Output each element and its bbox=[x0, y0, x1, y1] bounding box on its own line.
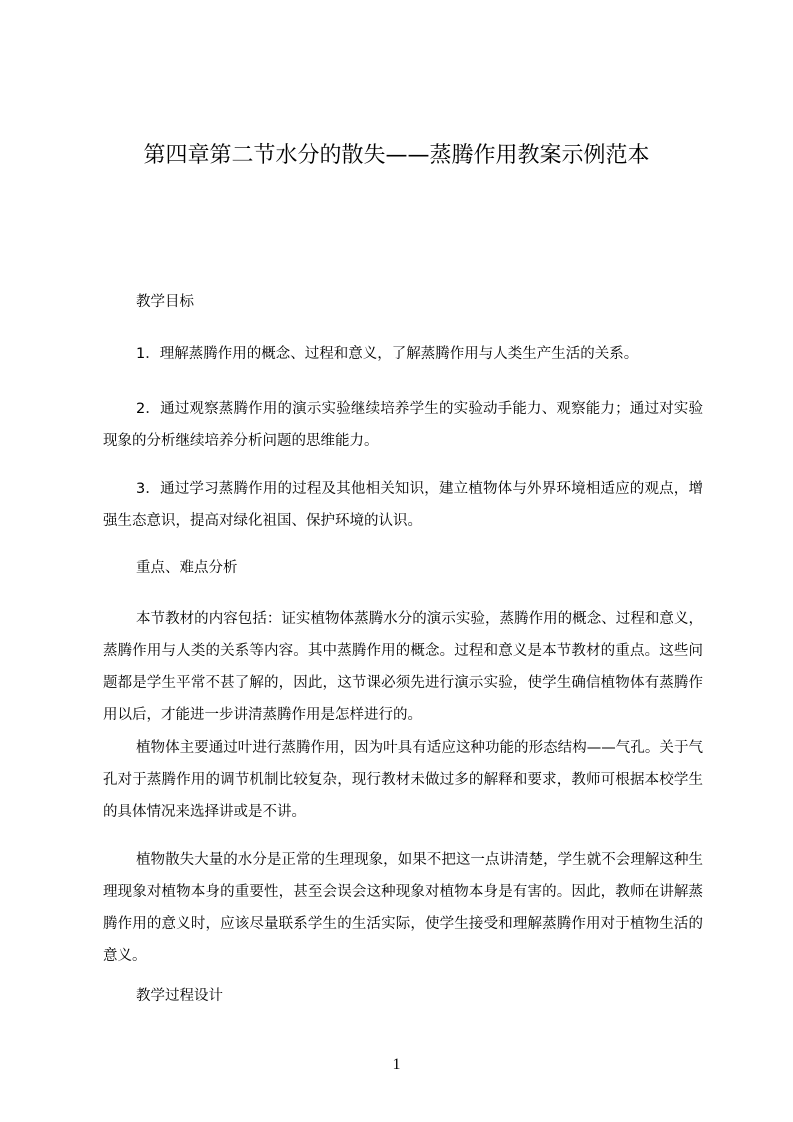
objective-1: 1．理解蒸腾作用的概念、过程和意义，了解蒸腾作用与人类生产生活的关系。 bbox=[136, 346, 639, 362]
analysis-paragraph-2: 植物体主要通过叶进行蒸腾作用，因为叶具有适应这种功能的形态结构——气孔。关于气孔对于蒸腾作用的调节机制比较复杂，现行教材未做过多的解释和要求，教师可根据本校学生的具体情况来选择讲或是不讲。 bbox=[103, 740, 703, 820]
objectives-heading: 教学目标 bbox=[136, 294, 194, 310]
page-number: 1 bbox=[392, 1056, 401, 1073]
objective-2: 2．通过观察蒸腾作用的演示实验继续培养学生的实验动手能力、观察能力；通过对实验现象的分析继续培养分析问题的思维能力。 bbox=[103, 401, 703, 449]
objective-3: 3．通过学习蒸腾作用的过程及其他相关知识，建立植物体与外界环境相适应的观点，增强生态意识，提高对绿化祖国、保护环境的认识。 bbox=[103, 481, 703, 529]
process-heading: 教学过程设计 bbox=[136, 988, 223, 1004]
document-title: 第四章第二节水分的散失——蒸腾作用教案示例范本 bbox=[143, 143, 650, 168]
analysis-paragraph-1: 本节教材的内容包括：证实植物体蒸腾水分的演示实验，蒸腾作用的概念、过程和意义，蒸腾作用与人类的关系等内容。其中蒸腾作用的概念。过程和意义是本节教材的重点。这些问题都是学生平常不甚了解的，因此，这节课必须先进行演示实验，使学生确信植物体有蒸腾作用以后，才能进一步讲清蒸腾作用是怎样进行的。 bbox=[103, 611, 703, 723]
analysis-paragraph-3: 植物散失大量的水分是正常的生理现象，如果不把这一点讲清楚，学生就不会理解这种生理现象对植物本身的重要性，甚至会误会这种现象对植物本身是有害的。因此，教师在讲解蒸腾作用的意义时，应该尽量联系学生的生活实际，使学生接受和理解蒸腾作用对于植物生活的意义。 bbox=[103, 852, 703, 964]
key-points-heading: 重点、难点分析 bbox=[136, 560, 238, 576]
